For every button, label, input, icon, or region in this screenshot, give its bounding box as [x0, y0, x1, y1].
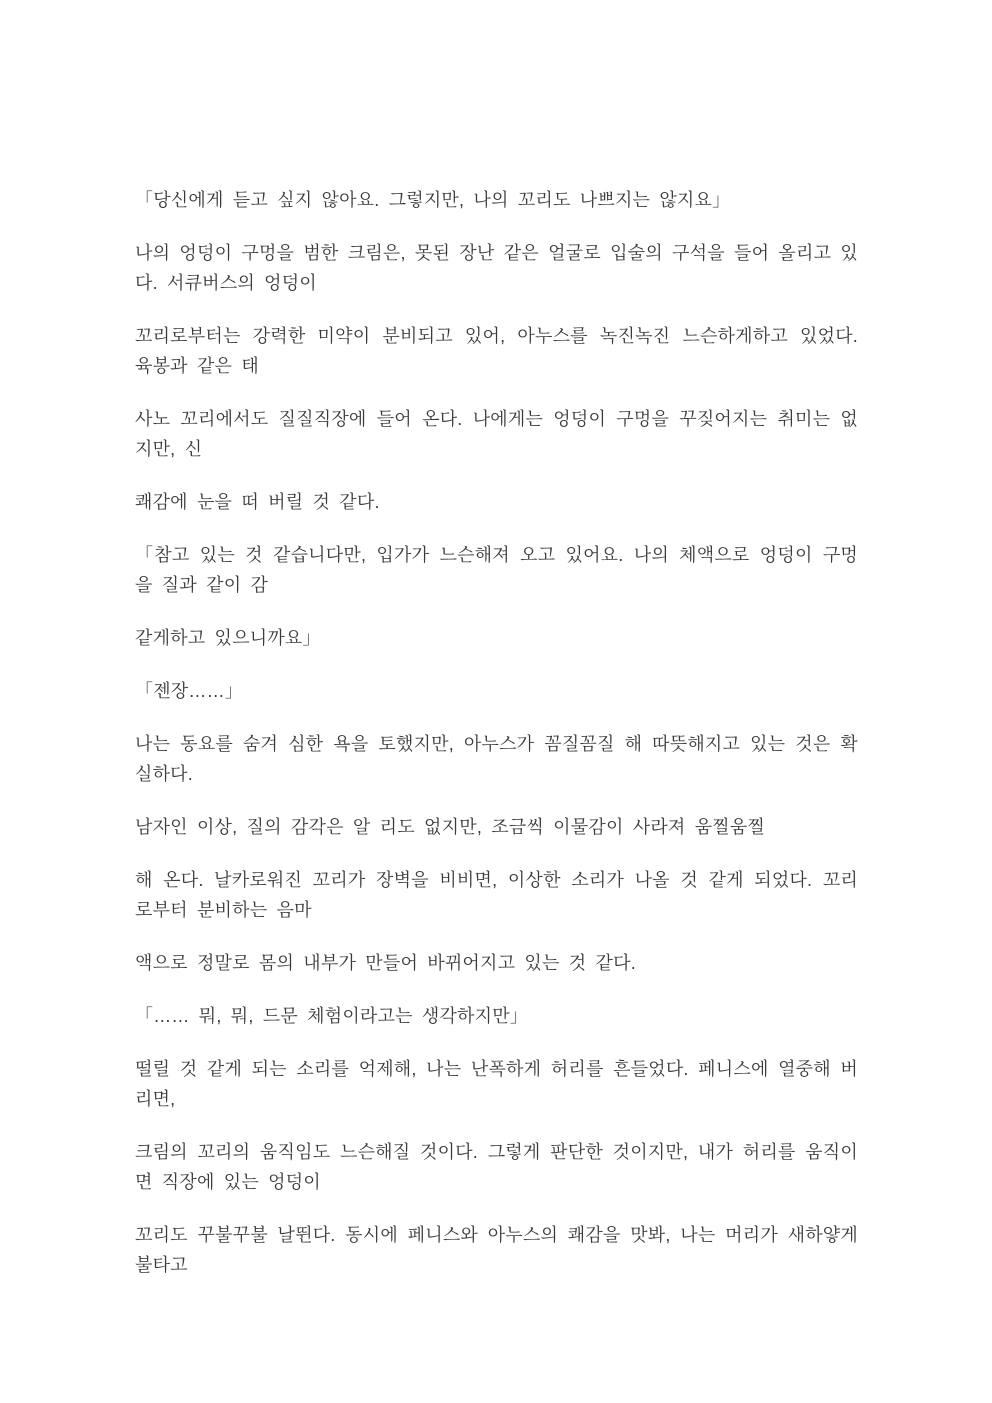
paragraph: 떨릴 것 같게 되는 소리를 억제해, 나는 난폭하게 허리를 흔들었다. 페니스에 열중해 버리면,: [135, 1059, 858, 1109]
paragraph: 같게하고 있으니까요」: [135, 628, 321, 648]
paragraph: 꼬리도 꾸불꾸불 날뛴다. 동시에 페니스와 아누스의 쾌감을 맛봐, 나는 머리가 새하얗게 불타고: [135, 1225, 858, 1275]
paragraph: 「젠장……」: [135, 681, 243, 701]
paragraph: 남자인 이상, 질의 감각은 알 리도 없지만, 조금씩 이물감이 사라져 움찔움찔: [135, 817, 766, 837]
paragraph: 꼬리로부터는 강력한 미약이 분비되고 있어, 아누스를 녹진녹진 느슨하게하고 있었다. 육봉과 같은 태: [135, 326, 858, 376]
paragraph: 사노 꼬리에서도 질질직장에 들어 온다. 나에게는 엉덩이 구멍을 꾸짖어지는 취미는 없지만, 신: [135, 409, 858, 459]
paragraph: 「참고 있는 것 같습니다만, 입가가 느슨해져 오고 있어요. 나의 체액으로 엉덩이 구멍을 질과 같이 감: [135, 545, 858, 595]
paragraph: 「당신에게 듣고 싶지 않아요. 그렇지만, 나의 꼬리도 나쁘지는 않지요」: [135, 190, 731, 210]
paragraph: 액으로 정말로 몸의 내부가 만들어 바뀌어지고 있는 것 같다.: [135, 953, 636, 973]
paragraph: 해 온다. 날카로워진 꼬리가 장벽을 비비면, 이상한 소리가 나올 것 같게 되었다. 꼬리로부터 분비하는 음마: [135, 870, 858, 920]
paragraph: 나는 동요를 숨겨 심한 욕을 토했지만, 아누스가 꼼질꼼질 해 따뜻해지고 있는 것은 확실하다.: [135, 734, 858, 784]
paragraph: 「…… 뭐, 뭐, 드문 체험이라고는 생각하지만」: [135, 1006, 529, 1026]
paragraph: 크림의 꼬리의 움직임도 느슨해질 것이다. 그렇게 판단한 것이지만, 내가 허리를 움직이면 직장에 있는 엉덩이: [135, 1142, 858, 1192]
paragraph: 나의 엉덩이 구멍을 범한 크림은, 못된 장난 같은 얼굴로 입술의 구석을 들어 올리고 있다. 서큐버스의 엉덩이: [135, 243, 858, 293]
paragraph: 쾌감에 눈을 떠 버릴 것 같다.: [135, 492, 380, 512]
